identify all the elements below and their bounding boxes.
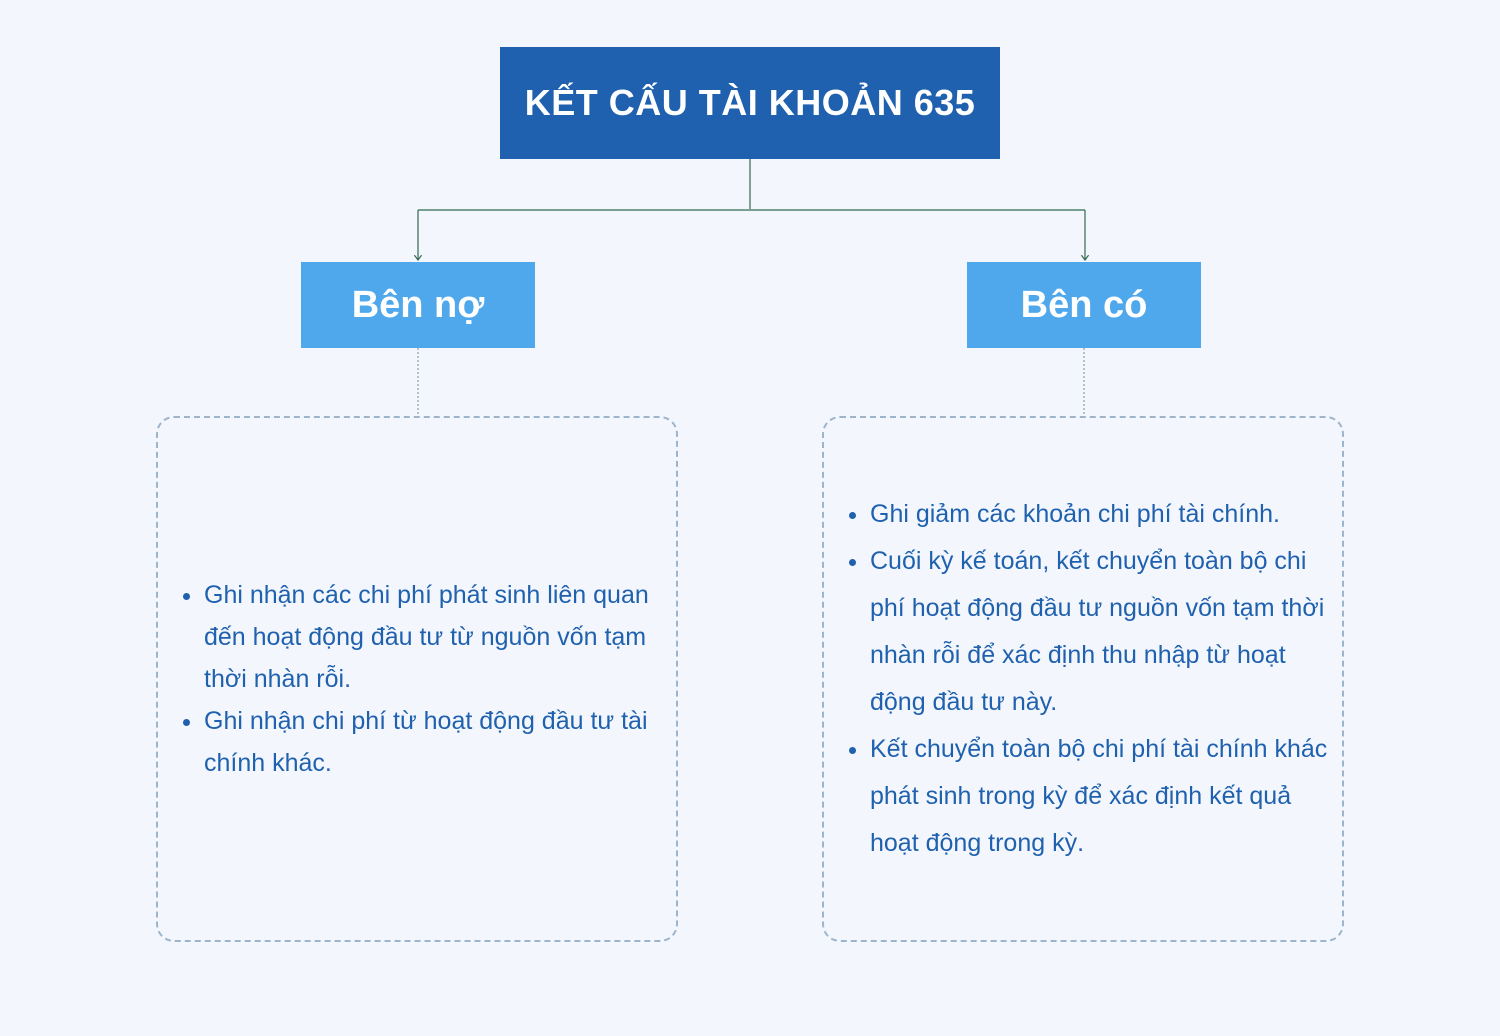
credit-item: • Kết chuyển toàn bộ chi phí tài chính khác phát sinh trong kỳ để xác định kết quả hoạt động trong kỳ. bbox=[870, 726, 1342, 867]
credit-item: • Ghi giảm các khoản chi phí tài chính. bbox=[870, 491, 1342, 538]
debit-item: • Ghi nhận chi phí từ hoạt động đầu tư tài chính khác. bbox=[204, 700, 676, 784]
credit-item: • Cuối kỳ kế toán, kết chuyển toàn bộ chi phí hoạt động đầu tư nguồn vốn tạm thời nhàn rỗi để xác định thu nhập từ hoạt động đầu tư này. bbox=[870, 538, 1342, 726]
debit-header bbox=[301, 262, 535, 348]
title-text: KẾT CẤU TÀI KHOẢN 635 bbox=[524, 82, 976, 123]
credit-content-box bbox=[822, 416, 1344, 942]
debit-content-box bbox=[156, 416, 678, 942]
credit-label: Bên có bbox=[1020, 283, 1148, 326]
debit-item: • Ghi nhận các chi phí phát sinh liên quan đến hoạt động đầu tư từ nguồn vốn tạm thời nhàn rỗi. bbox=[204, 574, 676, 700]
debit-list bbox=[158, 574, 676, 784]
credit-list bbox=[824, 491, 1342, 867]
title-box bbox=[500, 47, 1000, 159]
debit-label: Bên nợ bbox=[351, 283, 485, 326]
credit-header bbox=[967, 262, 1201, 348]
